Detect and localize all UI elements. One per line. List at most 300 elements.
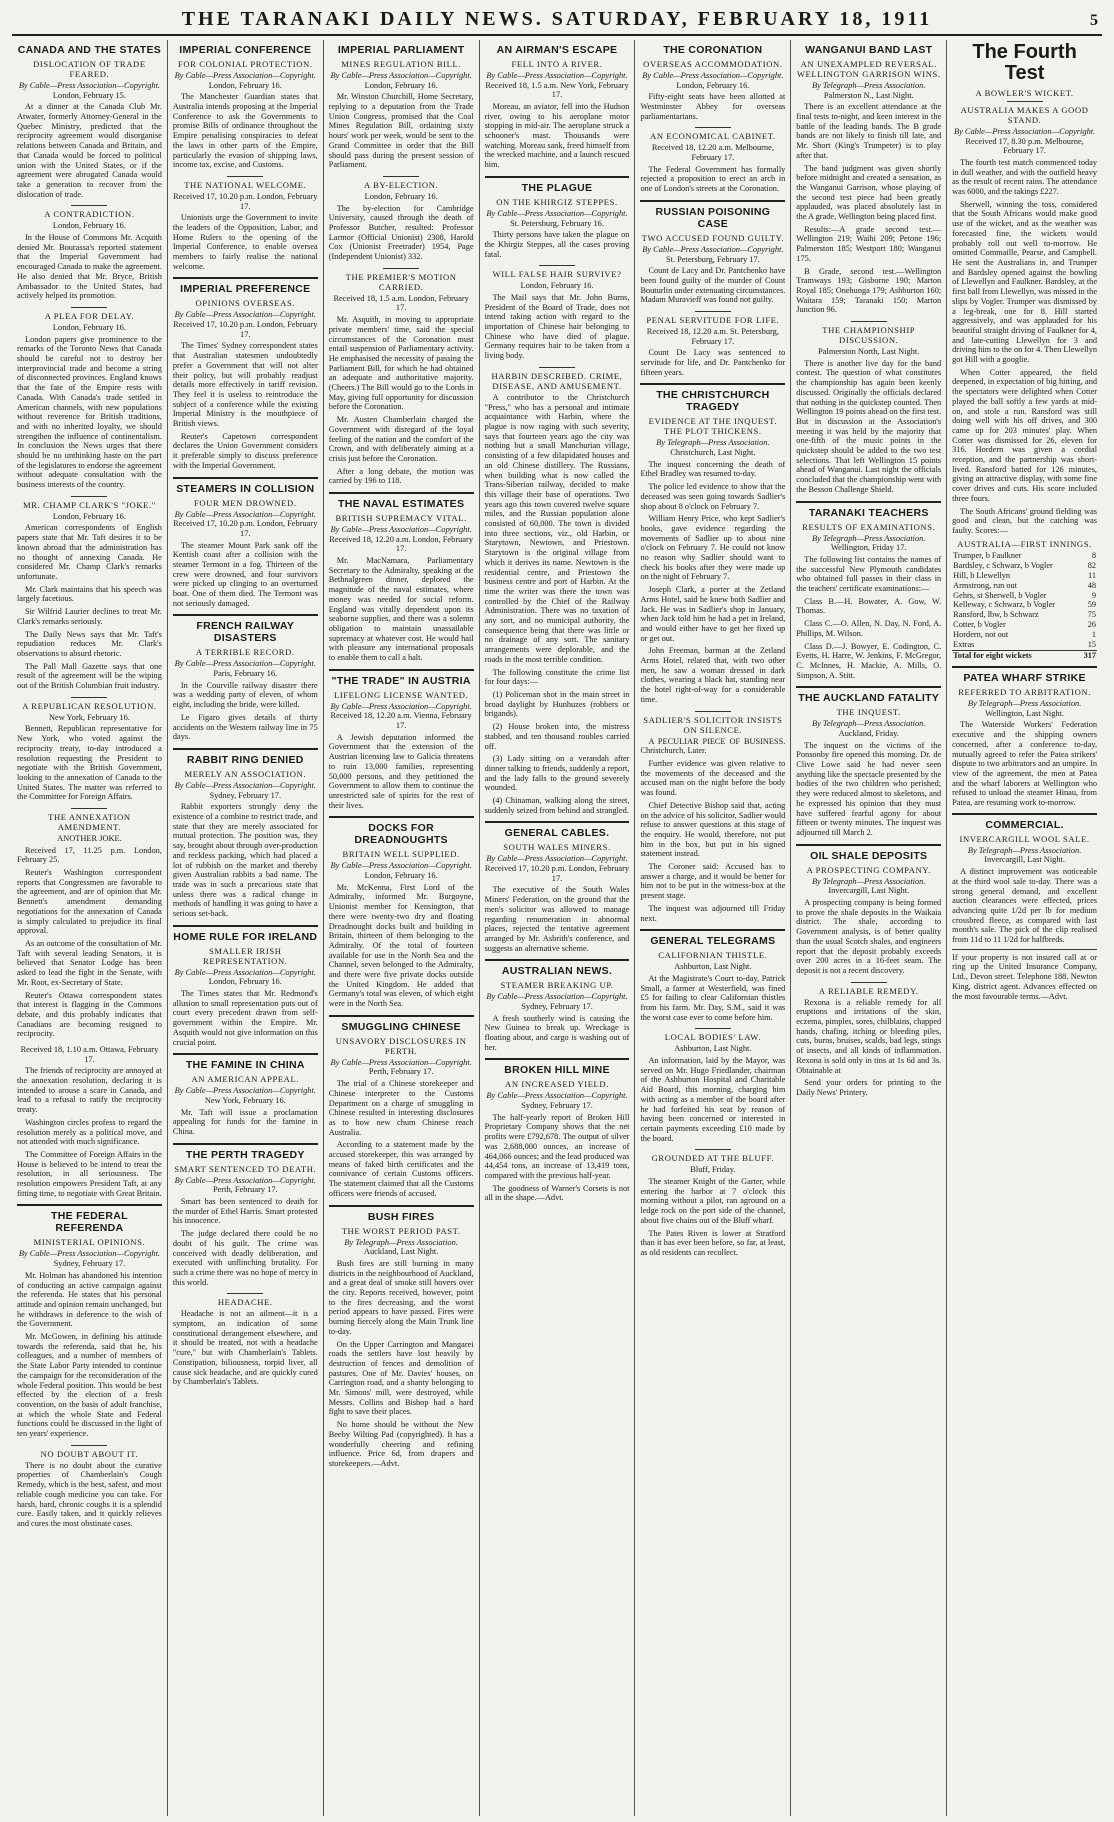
news-article (640, 44, 785, 121)
divider (539, 265, 575, 266)
batsman-name: Hill, b Llewellyn (953, 570, 1011, 580)
article-byline: By Cable—Press Association—Copyright. (174, 310, 316, 320)
article-byline: By Cable—Press Association—Copyright. (18, 81, 161, 90)
article-headline: THE FEDERAL REFERENDA (51, 1210, 128, 1235)
dateline: Wellington, Last Night. (985, 708, 1065, 718)
article-paragraph: Mr. Clark maintains that his speech was largely facetious. (17, 584, 162, 604)
article-byline: By Cable—Press Association—Copyright. (486, 854, 628, 864)
section-rule (796, 686, 941, 688)
news-article (173, 1143, 318, 1288)
page-number: 5 (1090, 12, 1098, 29)
article-paragraph: Sherwell, winning the toss, considered that the South Africans would make good use of the wicket, and as the weather was forecasted fine, the wickets would probably roll out well to-morrow. He omitted Commaille, Pearse, and Campbell. He sent the Australians in, and Trumper and Bardsley opened against the bowling of Llewellyn and Faulkner. Bardsley, at the first ball from Llewellyn, was missed in the slips by Vogler. Trumper was dismissed by a leg-break, one for 8. Hill started aggressively, and was applauded for his beautiful straight driving of Faulkner for 4, and late-cutting Llewellyn for 3 and driving him to the on for 4. Then Llewellyn got Hill with a googlie. (952, 199, 1098, 365)
article-paragraph: William Henry Price, who kept Sadlier's books, gave evidence regarding the movements of Sadlier up to about nine o'clock on February 7. He could not know no reason why Sadlier should want to check his books after they were made up on the night of February 7. (640, 514, 786, 582)
batsman-runs: 26 (1087, 620, 1097, 630)
subhead-australia-stand: AUSTRALIA MAKES A GOOD STAND. (960, 105, 1089, 125)
section-rule (952, 813, 1097, 815)
article-paragraph: Class C.—O. Allen, N. Day, N. Ford, A. Phillips, M. Wilson. (796, 619, 942, 638)
article-subheading: AN UNEXAMPLED REVERSAL. WELLINGTON GARRISON WINS. (796, 59, 941, 79)
article-dateline: Auckland, Last Night. (363, 1247, 439, 1257)
article-subheading: SMART SENTENCED TO DEATH. (174, 1163, 317, 1174)
article-paragraph: The Pates Riven is lower at Stratford than it has ever been before, so far, at least, as old residents can recollect. (640, 1228, 786, 1257)
article-dateline: London, February 16. (520, 281, 594, 291)
article-paragraph: Count De Lacy was sentenced to servitude for life, and Dr. Pantchenko for fifteen years. (640, 348, 786, 377)
section-rule (173, 1053, 318, 1055)
article-paragraph: Rexona is a reliable remedy for all eruptions and irritations of the skin, eczema, pimples, sores, chilblains, chapped hands, chafing, itching or bleeding piles, cuts, burns, bruises, scalds, bad legs, stings of insects, and all kinds of inflammation. Rexona is sold only in tins at 1s 6d and 3s. Obtainable at (796, 997, 942, 1075)
article-subheading: A RELIABLE REMEDY. (818, 985, 919, 996)
article-byline: By Cable—Press Association—Copyright. (486, 992, 628, 1002)
news-article (796, 844, 941, 976)
divider (383, 176, 419, 177)
article-paragraph: After a long debate, the motion was carried by 196 to 118. (328, 466, 474, 486)
article-byline: By Cable—Press Association—Copyright. (330, 1057, 472, 1067)
article-paragraph: Further evidence was given relative to the movements of the deceased and the accused man on the night before the body was found. (640, 758, 786, 798)
news-article (173, 477, 318, 609)
article-subheading: THE PREMIER'S MOTION CARRIED. (345, 271, 457, 292)
news-article (17, 1045, 162, 1198)
article-paragraph: Reuter's Washington correspondent reports that Congressmen are favorable to the agreement, and are of opinion that Mr. Bennett's amendment demanding negotiations for the annexation of Canada is simply calculated to prejudice its final approval. (17, 868, 162, 936)
batsman-name: Armstrong, run out (953, 580, 1017, 590)
section-rule (640, 383, 785, 385)
article-paragraph: Reuter's Ottawa correspondent states that interest is flagging in the Commons debate, and this probably indicates that Canadians are becoming resigned to reciprocity. (17, 990, 162, 1039)
news-article (796, 982, 941, 1098)
article-paragraph: In the Courville railway disaster there was a wedding party of eleven, of whom eight, including the bride, were killed. (172, 680, 318, 710)
section-rule (329, 492, 474, 494)
article-subheading: SMALLER IRISH REPRESENTATION. (203, 945, 288, 966)
article-subheading: STEAMER BREAKING UP. (500, 980, 614, 991)
article-paragraph: The steamer Mount Park sank off the Kentish coast after a collision with the steamer Termont in a fog. Thirteen of the crew were drowned, and four survivors were picked up clinging to an overturned boat. One of them died. The Termont was not seriously damaged. (172, 540, 318, 608)
article-paragraph: The Daily News says that Mr. Taft's repudiation reduces Mr. Clark's observations to absurd rhetoric. (17, 629, 162, 658)
article-dateline: Palmerston N., Last Night. (823, 90, 914, 100)
article-headline: AUSTRALIAN NEWS. (501, 965, 613, 978)
news-article (173, 176, 318, 272)
article-dateline: Perth, February 17. (212, 1185, 278, 1195)
headline-fourth-test: The Fourth Test (972, 41, 1077, 84)
article-subheading: THE NATIONAL WELCOME. (184, 179, 307, 190)
byline: By Telegraph—Press Association. (967, 845, 1082, 855)
news-article (329, 176, 474, 262)
article-dateline: Received 18, 1.5 a.m. New York, February 17. (485, 80, 629, 100)
subhead-bowlers-wicket: A BOWLER'S WICKET. (975, 88, 1074, 98)
article-paragraph: London papers give prominence to the remarks of the Toronto News that Canada should be careful not to destroy her interprovincial trade and become a string of disconnected provinces. England knows that the fate of the Empire rests with Canada. With Canada's trade settled in American channels, with new populations without reverence for British traditions, and with no inherited loyalty, we should strengthen the influence of continentalism. In conclusion the News urges that there should be no unthinking haste on the part of the legislatures to endorse the agreement without adequate consultation with the business interests of the country. (17, 334, 162, 490)
article-dateline: Paris, February 16. (213, 669, 278, 679)
news-article (796, 44, 941, 315)
divider (695, 1149, 731, 1150)
news-article (485, 176, 630, 259)
article-headline: GENERAL CABLES. (504, 827, 610, 840)
news-article (640, 1149, 785, 1257)
article-paragraph: The Pall Mall Gazette says that one result of the agreement will be the wiping out of the British Columbian fruit industry. (17, 661, 162, 691)
article-subheading: AN ECONOMICAL CABINET. (650, 131, 776, 142)
article-dateline: London, February 16. (52, 511, 126, 521)
article-paragraph: Class B.—H. Bowater, A. Gow, W. Thomas. (796, 596, 942, 616)
article-subheading: OVERSEAS ACCOMMODATION. (643, 59, 783, 69)
divider (71, 205, 107, 206)
scorecard-row (952, 581, 1097, 591)
article-paragraph: The steamer Knight of the Garter, while entering the harbor at 7 o'clock this morning without a pilot, ran aground on a ledge rock on the port side of the channel, about five chains out of the Bluff wharf. (640, 1177, 786, 1225)
article-paragraph: Le Figaro gives details of thirty accidents on the Western railway line in 75 days. (172, 712, 318, 742)
article-paragraph: Washington circles profess to regard the resolution merely as a political move, and not attended with much significance. (17, 1117, 162, 1147)
headline-patea-strike: PATEA WHARF STRIKE (963, 672, 1086, 685)
article-dateline: Palmerston North, Last Night. (818, 347, 920, 357)
article-headline: CANADA AND THE STATES (17, 44, 162, 56)
column-3 (324, 40, 480, 1816)
section-rule (329, 816, 474, 818)
article-paragraph: The inquest on the victims of the Ponsonby fire opened this morning. Dr. de Clive Lowe said he had never seen anything like the spectacle presented by the bodies of the two children who perished; they were reduced almost to skeletons, and he expressed his opinion that they must have suffered fearful agony for about fifteen or twenty minutes. The inquest was adjourned till March 2. (796, 740, 942, 837)
article-paragraph: Received 17, 11.25 p.m. London, February 25. (17, 845, 162, 865)
article-paragraph: There is no doubt about the curative properties of Chamberlain's Cough Remedy, which is the best, safest, and most reliable cough medicine you can take. For harsh, hard, chronic coughs it is a splendid cure. Easily taken, and it quickly relieves and cures the most obstinate cases. (17, 1460, 162, 1528)
article-dateline: Sydney, February 17. (521, 1001, 593, 1011)
article-headline: IMPERIAL PARLIAMENT (337, 44, 465, 56)
article-dateline: Received 18, 1.10 a.m. Ottawa, February 17. (20, 1045, 159, 1064)
article-paragraph: A PECULIAR PIECE OF BUSINESS. Christchurch, Later. (640, 736, 786, 756)
news-article (173, 748, 318, 919)
section-rule (329, 1205, 474, 1207)
article-paragraph: Bennett, Republican representative for New York, who voted against the reciprocity treaty, to-day introduced a resolution requesting the President to negotiate with the British Government, looking to the annexation of Canada to the United States. The matter was referred to the Committee for Foreign Affairs. (17, 724, 162, 802)
article-headline: RABBIT RING DENIED (186, 754, 304, 766)
article-paragraph: (4) Chinaman, walking along the street, suddenly seized from behind and strangled. (484, 796, 630, 815)
article-headline: THE AUCKLAND FATALITY (798, 692, 940, 705)
article-headline: WANGANUI BAND LAST (805, 44, 933, 56)
article-subheading: UNSAVORY DISCLOSURES IN PERTH. (335, 1035, 467, 1056)
article-paragraph: The Times' Sydney correspondent states that Australian statesmen undoubtedly prefer a Government that will not alter their policy, but will probably readjust details more effectively in tariff revision. They feel it is useless to reintroduce the subject of a conference while the existing Imperial Ministry is the mouthpiece of British views. (172, 341, 318, 429)
article-paragraph: The Mail says that Mr. John Burns, President of the Board of Trade, does not intend taking action with regard to the importation of Chinese hair belonging to Chinese who have died of plague. Germany requires hair to be taken from a living body. (484, 292, 630, 361)
article-paragraph: The half-yearly report of Broken Hill Proprietary Company shows that the net profits were £792,678. The output of silver was 2,688,000 ounces, an increase of 464,066 ounces; and the lead produced was 44,454 tons, an increase of 13,419 tons, compared with the previous half-year. (484, 1112, 630, 1180)
column-2 (168, 40, 324, 1816)
news-article (17, 496, 162, 691)
article-dateline: London, February 16. (208, 80, 282, 90)
news-article (485, 821, 630, 953)
article-byline: By Telegraph—Press Association. (812, 719, 926, 729)
section-rule (329, 1015, 474, 1017)
article-headline: SMUGGLING CHINESE (341, 1020, 461, 1033)
article-byline: By Cable—Press Association—Copyright. (642, 244, 784, 254)
article-headline: IMPERIAL CONFERENCE (179, 44, 312, 56)
article-subheading: AN AMERICAN APPEAL. (191, 1074, 300, 1085)
news-article (173, 277, 318, 470)
batsman-name: Kelleway, c Schwarz, b Vogler (953, 600, 1056, 610)
news-article (640, 383, 785, 704)
article-headline: THE PERTH TRAGEDY (185, 1148, 305, 1161)
batsman-runs: 8 (1091, 550, 1097, 560)
section-rule (17, 1204, 162, 1206)
news-article (17, 1445, 162, 1529)
dateline: Invercargill, Last Night. (984, 855, 1065, 865)
article-subheading: TWO ACCUSED FOUND GUILTY. (641, 232, 785, 243)
article-paragraph: (3) Lady sitting on a verandah after dinner talking to friends, suddenly a report, and the lady falls to the ground severely wounded. (484, 754, 630, 793)
scorecard-row (952, 571, 1097, 581)
section-rule (485, 959, 630, 961)
news-article (796, 321, 941, 495)
article-dateline: Auckland, Friday. (838, 728, 899, 738)
article-subheading: BRITISH SUPREMACY VITAL. (335, 513, 467, 524)
news-article (485, 44, 630, 170)
article-subheading: LIFELONG LICENSE WANTED. (333, 689, 469, 700)
article-byline: By Cable—Press Association—Copyright. (330, 861, 472, 871)
scorecard-row (952, 620, 1097, 630)
article-byline: By Cable—Press Association—Copyright. (642, 71, 784, 80)
article-dateline: London, February 16. (52, 221, 126, 231)
article-subheading: SOUTH WALES MINERS. (503, 842, 611, 853)
section-rule (173, 477, 318, 479)
article-paragraph: B Grade, second test.—Wellington Tramways 193; Gisborne 190; Marton Royal 185; Onehunga 179; Ashburton 160; Waitara 159; Taranaki 150; Marton Junction 96. (796, 266, 942, 315)
article-byline: By Telegraph—Press Association. (812, 533, 926, 543)
news-article (173, 614, 318, 742)
scorecard-row (952, 591, 1097, 601)
article-byline: By Cable—Press Association—Copyright. (330, 701, 472, 711)
section-rule (485, 1058, 630, 1060)
article-paragraph: Reuter's Capetown correspondent declares the Union Government considers it preferable simply to discuss preference with the Imperial Government. (172, 431, 318, 470)
news-article (17, 44, 162, 199)
article-subheading: CALIFORNIAN THISTLE. (658, 950, 768, 961)
article-byline: By Cable—Press Association—Copyright. (18, 1249, 161, 1259)
article-dateline: Sydney, February 17. (209, 790, 282, 800)
scorecard-row (952, 551, 1097, 561)
article-dateline: Perth, February 17. (368, 1067, 434, 1077)
headline-commercial: COMMERCIAL. (985, 818, 1064, 831)
article-byline: By Cable—Press Association—Copyright. (330, 525, 472, 535)
article-paragraph: The Manchester Guardian states that Australia intends proposing at the Imperial Conference to ask the Governments to promise Bills of ordinance throughout the Empire penalising conspiracies to defeat the laws in other parts of the Empire, particularly the evasion of shipping laws, income tax, excise, and Customs. (172, 92, 318, 170)
scorecard-row (952, 561, 1097, 571)
divider (227, 1293, 263, 1294)
section-rule (485, 821, 630, 823)
article-dateline: New York, February 16. (48, 712, 130, 722)
article-byline: By Cable—Press Association—Copyright. (174, 967, 316, 977)
news-article (17, 205, 162, 301)
article-headline: IMPERIAL PREFERENCE (180, 283, 311, 296)
article-dateline: Received 18, 12.20 a.m. Vienna, February 17. (330, 711, 472, 731)
article-byline: By Cable—Press Association—Copyright. (174, 71, 316, 80)
article-paragraph: The South Africans' ground fielding was good and clean, but the catching was faulty. Scores:— (952, 506, 1098, 535)
article-subheading: THE CHAMPIONSHIP DISCUSSION. (822, 325, 916, 346)
article-headline: THE CORONATION (663, 44, 763, 56)
article-byline: By Telegraph—Press Association. (812, 81, 926, 90)
byline: By Cable—Press Association—Copyright. (953, 127, 1096, 136)
article-subheading: WILL FALSE HAIR SURVIVE? (492, 269, 622, 280)
article-subheading: EVIDENCE AT THE INQUEST. THE PLOT THICKENS. (648, 416, 778, 437)
article-byline: By Telegraph—Press Association. (656, 438, 770, 448)
article-dateline: London, February 16. (208, 977, 282, 987)
article-dateline: Received 17, 10.20 p.m. London, February 17. (173, 191, 318, 211)
article-byline: By Cable—Press Association—Copyright. (174, 1086, 316, 1096)
news-article (17, 307, 162, 490)
article-paragraph: Mr. Austen Chamberlain charged the Government with disregard of the loyal feeling of the nation and the comfort of the Crown, and with deliberately aiming at a crisis just before the Coronation. (328, 415, 474, 463)
scorecard-row (952, 610, 1097, 620)
batsman-name: Gehrs, st Sherwell, b Vogler (953, 590, 1047, 600)
divider (71, 496, 107, 497)
article-paragraph: At the Magistrate's Court to-day, Patrick Small, a farmer at Westerfield, was fined £5 for failing to clear Californian thistles from his farm. Mr. Day, S.M., said it was the worst case ever to come before him. (640, 973, 786, 1022)
test-report-body (952, 158, 1097, 536)
article-dateline: London, February 15. (52, 90, 126, 100)
article-paragraph: The following list contains the names of the successful New Plymouth candidates who obtained full passes in their class in the teachers' certificate examinations:— (796, 554, 942, 593)
masthead (12, 6, 1102, 36)
article-headline: THE FAMINE IN CHINA (185, 1059, 305, 1072)
article-subheading: GROUNDED AT THE BLUFF. (651, 1153, 775, 1164)
article-headline: AN AIRMAN'S ESCAPE (496, 44, 618, 56)
article-dateline: Received 17, 10.20 p.m. London, February 17. (484, 864, 630, 883)
article-paragraph: Send your orders for printing to the Daily News' Printery. (796, 1078, 942, 1097)
article-paragraph: The Times states that Mr. Redmond's allusion to small representation puts out of court every precedent drawn from self-government within the Empire. Mr. Asquith would not give information on this crucial point. (172, 989, 318, 1047)
article-dateline: London, February 16. (364, 80, 438, 90)
article-paragraph: The Federal Government has formally rejected a proposition to erect an arch in one of London's streets at the Coronation. (640, 164, 786, 194)
batsman-runs: 15 (1087, 640, 1097, 650)
article-paragraph: The inquest was adjourned till Friday next. (640, 903, 786, 923)
article-subheading: THE ANNEXATION AMENDMENT. (48, 812, 131, 833)
article-paragraph: No home should be without the New Beeby Wilting Pad (copyrighted). It has a wonderfully cheering and refining influence. Price 6d, from drapers and storekeepers.—Advt. (328, 1420, 474, 1468)
article-paragraph: The Coroner said: Accused has to answer a charge, and it would be better for him not to be put in the witness-box at the present stage. (640, 862, 786, 901)
article-subheading: AN INCREASED YIELD. (505, 1079, 609, 1090)
news-article (329, 1015, 474, 1199)
batsman-runs: 59 (1087, 600, 1097, 610)
divider (695, 127, 731, 128)
article-subheading: NO DOUBT ABOUT IT. (40, 1448, 139, 1459)
article-headline: RUSSIAN POISONING CASE (655, 205, 771, 230)
article-subheading: A PLEA FOR DELAY. (44, 310, 135, 321)
section-rule (329, 669, 474, 671)
scores-title: AUSTRALIA—FIRST INNINGS. (957, 538, 1092, 549)
divider (851, 982, 887, 983)
section-rule (173, 925, 318, 927)
total-runs: 317 (1079, 651, 1097, 661)
article-dateline: Wellington, Friday 17. (830, 543, 907, 553)
article-headline: THE PLAGUE (521, 181, 593, 194)
section-rule (173, 1143, 318, 1145)
divider (71, 307, 107, 308)
batsman-name: Hordern, not out (953, 630, 1009, 640)
news-article (640, 929, 785, 1022)
article-dateline: St. Petersburg, February 17. (665, 254, 760, 264)
article-paragraph: When Cotter appeared, the field deepened, in expectation of big hitting, and the spectators were delighted when Cotter played the ball softly a few yards at mid-on, and stole a run. Ransford was still doing well with his off drives, and 300 came up for 203 minutes' play. When Cotter was dismissed for 26, eleven for 316. Hordern was given a cordial reception, and the partnership was short-lived. Ransford batted for 126 minutes, giving an attractive display, with some fine cover drives and cuts. His score included three fours. (952, 367, 1098, 503)
article-headline: OIL SHALE DEPOSITS (810, 849, 928, 862)
article-paragraph: Thirty persons have taken the plague on the Khirgiz Steppes, all the cases proving fatal. (484, 230, 630, 259)
article-paragraph: Mr. Taft will issue a proclamation appealing for funds for the famine in China. (172, 1107, 318, 1136)
section-rule (796, 501, 941, 503)
article-dateline: Bluff, Friday. (690, 1165, 736, 1175)
subhead-arbitration: REFERRED TO ARBITRATION. (958, 687, 1091, 698)
insurance-advertisement: If your property is not insured call at or ring up the United Insurance Company, Ltd., Devon street. Telephone 188. Newton King, district agent. Advances effected on the most favourable terms.—Advt. (952, 949, 1097, 1002)
article-headline: STEAMERS IN COLLISION (176, 482, 315, 495)
news-article (173, 925, 318, 1048)
article-paragraph: Joseph Clark, a porter at the Zetland Arms Hotel, said he knew both Sadlier and Jack. He was in Sadlier's shop in January, when Jack told him he had a pet in Ireland, and would either have to get her fixed up or get out. (640, 585, 786, 643)
batsman-name: Extras (953, 640, 975, 650)
article-paragraph: Smart has been sentenced to death for the murder of Ethel Harris. Smart protested his innocence. (172, 1197, 318, 1226)
news-article (329, 816, 474, 1008)
article-paragraph: Rabbit exporters strongly deny the existence of a combine to restrict trade, and state that they are merely associated for mutual protection. The position was, they say, brought about through over-production and reckless packing, which had placed a lot of rubbish on the market and thereby given Australian rabbits a bad name. The trade was in such a precarious state that unless there was a radical change in methods of handling it was going to have a serious set-back. (172, 802, 318, 919)
patea-body (952, 720, 1097, 807)
article-subheading: FELL INTO A RIVER. (511, 59, 603, 69)
article-headline: FRENCH RAILWAY DISASTERS (196, 620, 295, 645)
article-subheading: A PROSPECTING COMPANY. (806, 864, 931, 875)
article-byline: By Cable—Press Association—Copyright. (174, 1175, 316, 1185)
article-paragraph: Fifty-eight seats have been allotted at Westminster Abbey for overseas parliamentarians. (640, 92, 786, 121)
article-headline: DOCKS FOR DREADNOUGHTS (354, 822, 448, 847)
news-article (17, 697, 162, 802)
article-byline: By Cable—Press Association—Copyright. (330, 71, 472, 80)
divider (695, 311, 731, 312)
article-subheading: FOUR MEN DROWNED. (193, 497, 297, 508)
article-paragraph: Mr. McGowen, in defining his attitude towards the referenda, said that he, his colleagues, and a number of members of the State Labor Party intended to continue the campaign for the reconsideration of the whole Federal position. This would be best effected by the election of a fresh convention, on the basis of adult franchise, at which the whole State and Federal functions could be discussed in the light of ten years' experience. (17, 1332, 162, 1439)
article-paragraph: Unionists urge the Government to invite the leaders of the Opposition, Labor, and Home Rulers to the opening of the Imperial Conference, to enable oversea members to fairly realise the national welcome. (172, 213, 318, 271)
article-dateline: Received 18, 1.5 a.m. London, February 17. (333, 293, 469, 313)
article-byline: By Cable—Press Association—Copyright. (486, 71, 628, 80)
article-paragraph: The by-election for Cambridge University, caused through the death of Professor Butcher, resulted: Professor Larmor (Official Unionist) 2308, Harold Cox (Unionist Freetrader) 1954, Page (Independent Unionist) 332. (328, 203, 474, 262)
article-subheading: A REPUBLICAN RESOLUTION. (22, 700, 157, 711)
article-subheading: MERELY AN ASSOCIATION. (184, 769, 307, 779)
article-subheading: ON THE KHIRGIZ STEPPES. (496, 196, 618, 207)
batsman-name: Trumper, b Faulkner (953, 550, 1022, 560)
article-paragraph: American correspondents of English papers state that Mr. Taft desires it to be known abroad that the administration has no thought of annexing Canada. He considered Mr. Champ Clark's remarks unfortunate. (17, 523, 162, 581)
article-dateline: ANOTHER JOKE. (57, 834, 122, 844)
divider (539, 367, 575, 368)
article-dateline: Ashburton, Last Night. (674, 962, 752, 972)
divider (71, 697, 107, 698)
article-subheading: HARBIN DESCRIBED. CRIME, DISEASE, AND AMUSEMENT. (491, 370, 623, 391)
article-paragraph: The judge declared there could be no doubt of his guilt. The crime was conceived with deadly deliberation, and executed with unflinching brutality. For such a crime there was no hope of mercy in this world. (172, 1229, 318, 1287)
article-subheading: OPINIONS OVERSEAS. (195, 298, 296, 309)
article-byline: By Cable—Press Association—Copyright. (174, 659, 316, 669)
article-paragraph: The Waterside Workers' Federation executive and the shipping owners concerned, after a conference to-day, mutually agreed to refer the Patea strikers' dispute to two arbitrators and an umpire. In view of the agreement, the men at Patea and the wharf laborers at Wellington who refused to unload the steamer Hinau, from Patea, are resuming work to-morrow. (952, 720, 1098, 808)
article-subheading: MINES REGULATION BILL. (341, 59, 462, 69)
news-article (485, 1058, 630, 1203)
total-label: Total for eight wickets (952, 651, 1079, 661)
section-rule (173, 614, 318, 616)
news-article (796, 501, 941, 681)
divider (1007, 101, 1043, 102)
article-dateline: Received 17, 10.20 p.m. London, February 17. (173, 320, 318, 339)
article-paragraph: Mr. Winston Churchill, Home Secretary, replying to a deputation from the Trade Union Congress, promised that the Coal Mines Regulation Bill, ordaining sixty hours' work per week, would be sent to the Grand Committee in order that the Bill should pass during the present session of Parliament. (328, 92, 474, 170)
article-byline: By Cable—Press Association—Copyright. (486, 1091, 628, 1101)
scorecard-total-row (952, 651, 1097, 661)
batsman-runs: 75 (1087, 610, 1097, 620)
article-paragraph: There is an excellent attendance at the final tests to-night, and keen interest in the battle of the leading bands. The B grade bands are not likely to finish till late, and Mr. Short (King's Trumpeter) is to play after that. (796, 102, 942, 160)
news-article (329, 669, 474, 811)
article-dateline: Received 18, 12.20 a.m. St. Petersburg, February 17. (646, 326, 779, 346)
column-6 (791, 40, 947, 1816)
article-subheading: A TERRIBLE RECORD. (195, 647, 295, 658)
article-paragraph: Mr. Asquith, in moving to appropriate private members' time, said the special circumstances of the Coronation must entail suspension of Parliamentary activity. He emphasised the necessity of passing the Parliament Bill, for which he had obtained an adequate and authoritative majority. (Cheers.) The Bill would go to the Lords in May, giving full opportunity for discussion before the Coronation. (328, 315, 474, 412)
article-headline: THE CHRISTCHURCH TRAGEDY (656, 389, 770, 414)
article-paragraph: The Committee of Foreign Affairs in the House is believed to be intend to treat the resolution, in all seriousness. The resolution empowers President Taft, at any fitting time, to negotiate with Great Britain. (17, 1149, 162, 1198)
article-subheading: LOCAL BODIES' LAW. (664, 1032, 761, 1043)
batsman-name: Bardsley, c Schwarz, b Vogler (953, 560, 1053, 570)
article-paragraph: A fresh southerly wind is causing the New Guinea to break up. Wreckage is floating about, and cargo is washing out of her. (484, 1013, 630, 1052)
article-dateline: Received 18, 12.20 a.m. London, February 17. (329, 534, 474, 554)
article-paragraph: The inquest concerning the death of Ethel Bradley was resumed to-day. (640, 459, 786, 479)
article-paragraph: (2) House broken into, the mistress stabbed, and ten thousand roubles carried off. (484, 722, 630, 751)
article-dateline: Received 17, 10.20 p.m. London, February 17. (173, 519, 318, 538)
article-subheading: HEADACHE. (217, 1297, 273, 1308)
article-dateline: St. Petersburg, February 16. (510, 218, 604, 228)
article-subheading: THE INQUEST. (836, 707, 901, 718)
scorecard-row (952, 630, 1097, 640)
divider (71, 808, 107, 809)
article-subheading: RESULTS OF EXAMINATIONS. (802, 521, 936, 532)
newspaper-title: THE TARANAKI DAILY NEWS. SATURDAY, FEBRUARY 18, 1911 (181, 8, 933, 30)
article-dateline: Sydney, February 17. (521, 1101, 593, 1111)
column-4 (480, 40, 636, 1816)
article-subheading: A CONTRADICTION. (44, 209, 135, 220)
batsman-runs: 9 (1091, 590, 1097, 600)
news-article (640, 127, 785, 193)
article-paragraph: The band judgment was given shortly before midnight and created a sensation, as the Wanganui Garrison, whose playing of the second test piece had been greatly applauded, was placed absolutely last in the A grade, Wellington being placed first. (796, 163, 942, 222)
batsman-runs: 82 (1087, 560, 1097, 570)
article-paragraph: Bush fires are still burning in many districts in the neighbourhood of Auckland, and a great deal of smoke still hovers over the city. Reports received, however, point to the fires decreasing, and the worst period appears to have passed. Fires were burning fiercely along the Main Trunk line to-day. (328, 1258, 474, 1336)
article-subheading: FOR COLONIAL PROTECTION. (177, 59, 313, 69)
article-paragraph: Sir Wilfrid Laurier declines to treat Mr. Clark's remarks seriously. (17, 607, 162, 626)
divider (383, 268, 419, 269)
dateline: Received 17, 8.30 p.m. Melbourne, February 17. (965, 136, 1084, 156)
article-headline: "THE TRADE" IN AUSTRIA (331, 674, 471, 687)
article-paragraph: There is another live day for the band contest. The question of what constitutes the championship has again been keenly discussed. Originally the officials declared that nothing in the quickstep counted. Then Wellington 19 points ahead on the first test. But in discussion at the Association's meeting it was held by the majority that one-fifth of the music points in the quickstep should be added to the two test selections. That left Wellington 15 points ahead of Wanganui. Last night the officials concluded that the championship went with the Besson Challenge Shield. (796, 358, 942, 494)
